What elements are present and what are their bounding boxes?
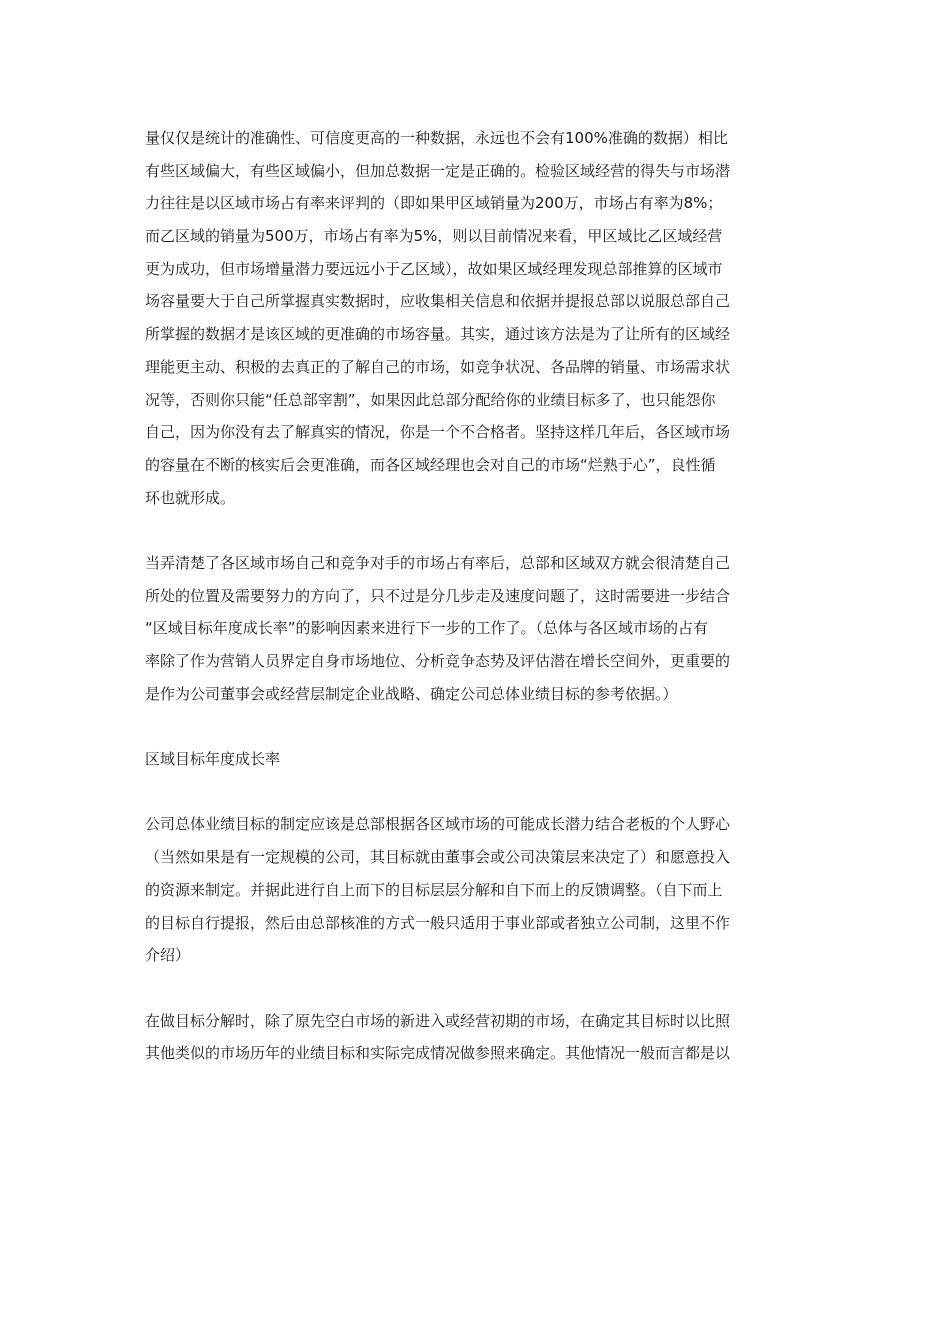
text-line: 的资源来制定。并据此进行自上而下的目标层层分解和自下而上的反馈调整。（自下而上 [145, 880, 723, 899]
section-heading [145, 743, 805, 776]
text-line: 当弄清楚了各区域市场自己和竞争对手的市场占有率后，总部和区域双方就会很清楚自己 [145, 553, 731, 572]
text-line: 介绍） [145, 946, 191, 965]
text-line: 而乙区域的销量为500万，市场占有率为5%，则以目前情况来看，甲区域比乙区域经营 [145, 227, 723, 246]
text-line: 场容量要大于自己所掌握真实数据时，应收集相关信息和依据并提报总部以说服总部自己 [145, 292, 731, 311]
paragraph-spacer [145, 776, 805, 809]
paragraph-spacer [145, 972, 805, 1005]
text-line: “区域目标年度成长率”的影响因素来进行下一步的工作了。（总体与各区域市场的占有 [145, 619, 709, 638]
text-line: 量仅仅是统计的准确性、可信度更高的一种数据，永远也不会有100%准确的数据）相比 [145, 129, 728, 147]
document-body [145, 122, 805, 1070]
text-line: 在做目标分解时，除了原先空白市场的新进入或经营初期的市场，在确定其目标时以比照 [145, 1011, 731, 1030]
text-line: 环也就形成。 [145, 488, 236, 507]
text-line: 率除了作为营销人员界定自身市场地位、分析竞争态势及评估潜在增长空间外，更重要的 [145, 652, 731, 670]
text-line: 所掌握的数据才是该区域的更准确的市场容量。其实，通过该方法是为了让所有的区域经 [145, 325, 731, 344]
text-line: 力往往是以区域市场占有率来评判的（即如果甲区域销量为200万，市场占有率为8%； [145, 194, 723, 213]
text-line: 其他类似的市场历年的业绩目标和实际完成情况做参照来确定。其他情况一般而言都是以 [145, 1044, 731, 1063]
paragraph-overall-target [145, 808, 805, 971]
text-line: （当然如果是有一定规模的公司，其目标就由董事会或公司决策层来决定了）和愿意投入 [145, 848, 731, 867]
paragraph-target-breakdown [145, 1005, 805, 1070]
text-line: 理能更主动、积极的去真正的了解自己的市场，如竞争状况、各品牌的销量、市场需求状 [145, 357, 731, 376]
paragraph-market-share [145, 547, 805, 710]
text-line: 是作为公司董事会或经营层制定企业战略、确定公司总体业绩目标的参考依据。） [145, 684, 678, 703]
text-line: 的目标自行提报，然后由总部核准的方式一般只适用于事业部或者独立公司制，这里不作 [145, 913, 731, 932]
text-line: 的容量在不断的核实后会更准确，而各区域经理也会对自己的市场“烂熟于心”，良性循 [145, 455, 716, 474]
paragraph-spacer [145, 710, 805, 743]
text-line: 有些区域偏大，有些区域偏小，但加总数据一定是正确的。检验区域经营的得失与市场潜 [145, 161, 731, 180]
text-line: 况等，否则你只能“任总部宰割”，如果因此总部分配给你的业绩目标多了，也只能怨你 [145, 390, 716, 409]
paragraph-spacer [145, 514, 805, 547]
text-line: 公司总体业绩目标的制定应该是总部根据各区域市场的可能成长潜力结合老板的个人野心 [145, 815, 731, 834]
text-line: 更为成功，但市场增量潜力要远远小于乙区域），故如果区域经理发现总部推算的区域市 [145, 259, 723, 278]
text-line: 自己，因为你没有去了解真实的情况，你是一个不合格者。坚持这样几年后，各区域市场 [145, 423, 731, 442]
heading-text: 区域目标年度成长率 [145, 750, 281, 769]
paragraph-market-capacity [145, 122, 805, 514]
text-line: 所处的位置及需要努力的方向了，只不过是分几步走及速度问题了，这时需要进一步结合 [145, 586, 731, 605]
